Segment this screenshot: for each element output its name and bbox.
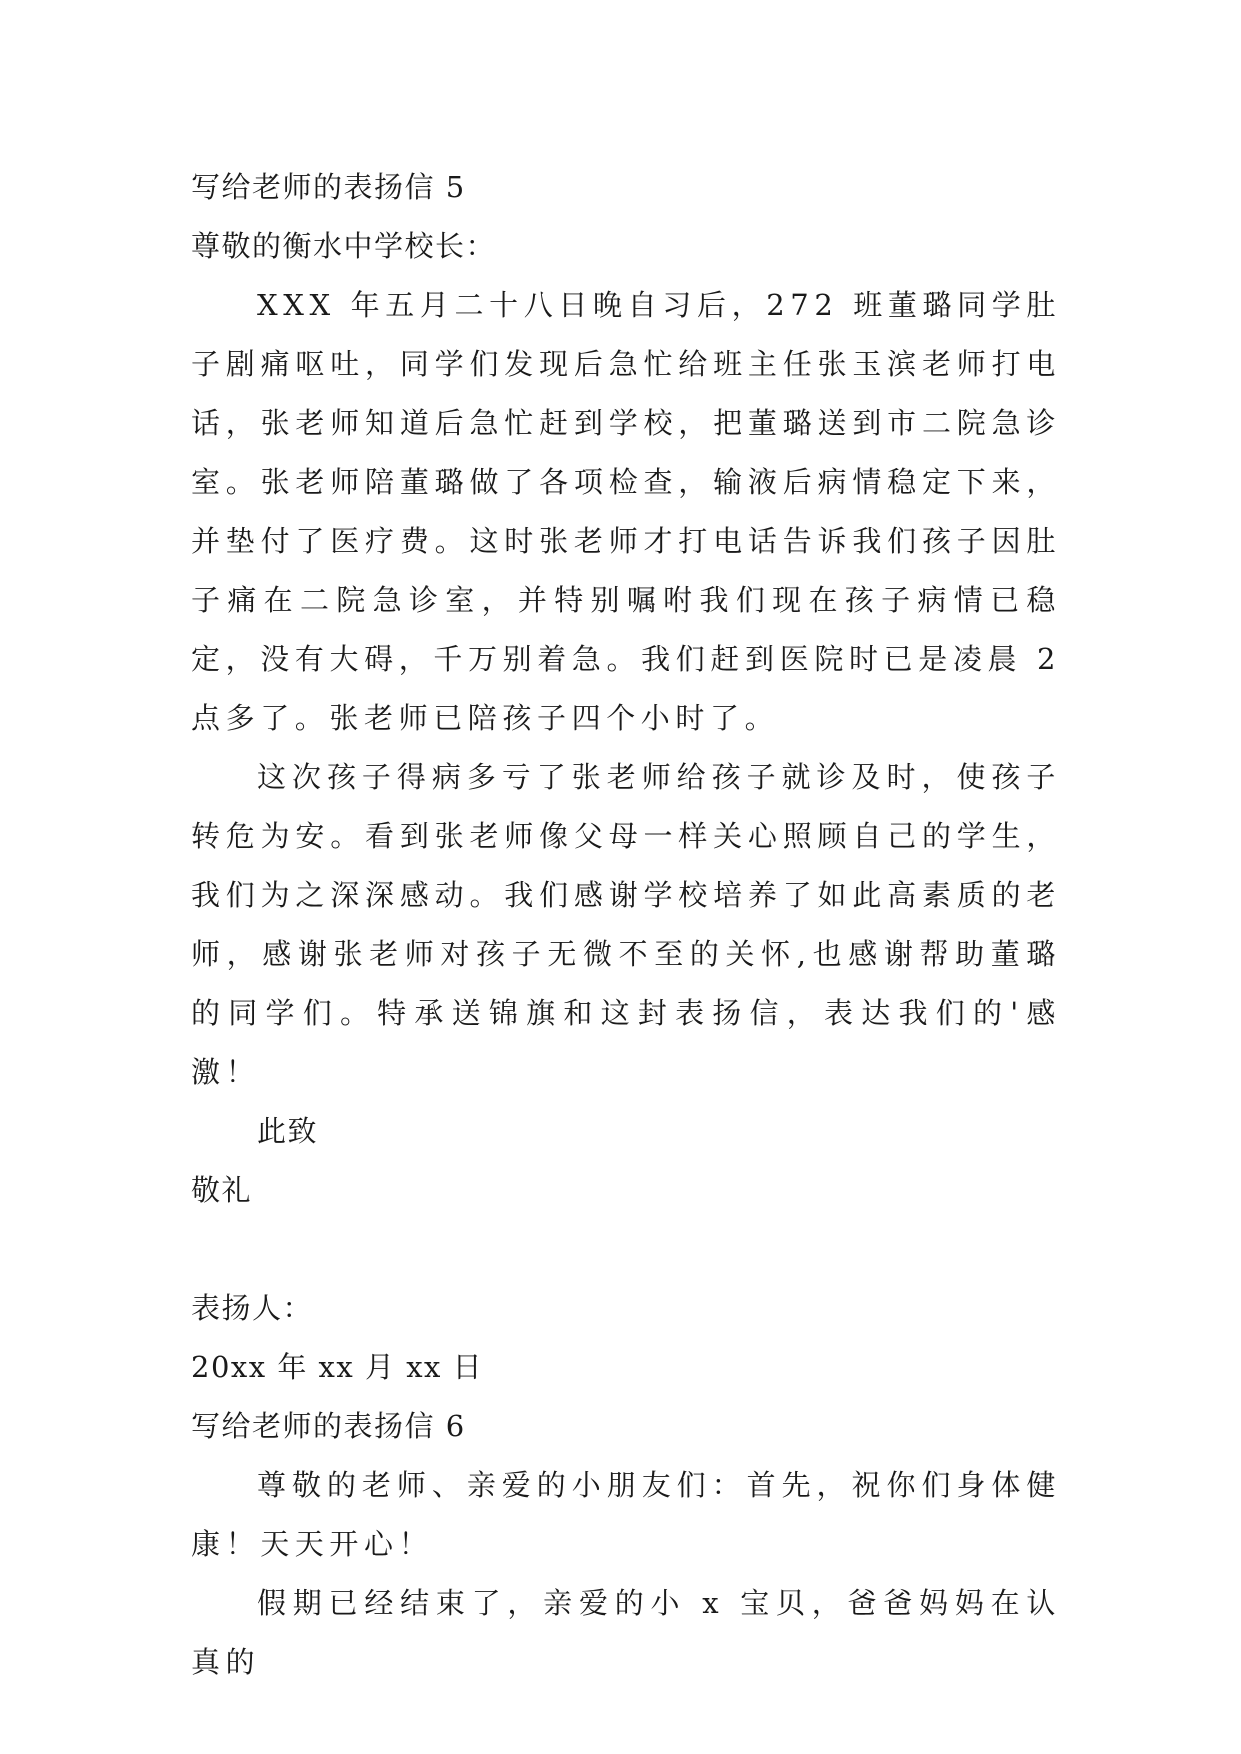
letter5-paragraph-1: XXX 年五月二十八日晚自习后，272 班董璐同学肚子剧痛呕吐，同学们发现后急忙给班主任张玉滨老师打电话，张老师知道后急忙赶到学校，把董璐送到市二院急诊室。张老师陪董璐做了各项检查，输液后病情稳定下来，并垫付了医疗费。这时张老师才打电话告诉我们孩子因肚子痛在二院急诊室，并特别嘱咐我们现在孩子病情已稳定，没有大碍，千万别着急。我们赶到医院时已是凌晨 2 点多了。张老师已陪孩子四个小时了。 <box>191 288 1061 735</box>
letter5-salutation: 尊敬的衡水中学校长： <box>191 229 497 263</box>
letter5-date: 20xx 年 xx 月 xx 日 <box>191 1350 484 1384</box>
letter6-paragraph-1: 尊敬的老师、亲爱的小朋友们：首先，祝你们身体健康！天天开心！ <box>191 1468 1061 1561</box>
letter6-paragraph-2: 假期已经结束了，亲爱的小 x 宝贝，爸爸妈妈在认真的 <box>191 1586 1061 1679</box>
letter5-closing-1: 此致 <box>257 1114 319 1148</box>
letter5-closing-2: 敬礼 <box>191 1173 253 1207</box>
letter5-title: 写给老师的表扬信 5 <box>191 170 466 204</box>
document-page <box>191 158 1061 1692</box>
blank-line <box>191 1220 1061 1279</box>
letter5-paragraph-2: 这次孩子得病多亏了张老师给孩子就诊及时，使孩子转危为安。看到张老师像父母一样关心照顾自己的学生，我们为之深深感动。我们感谢学校培养了如此高素质的老师，感谢张老师对孩子无微不至的关怀,也感谢帮助董璐的同学们。特承送锦旗和这封表扬信，表达我们的'感激！ <box>191 760 1061 1089</box>
letter5-signature: 表扬人： <box>191 1291 314 1325</box>
letter6-title: 写给老师的表扬信 6 <box>191 1409 466 1443</box>
